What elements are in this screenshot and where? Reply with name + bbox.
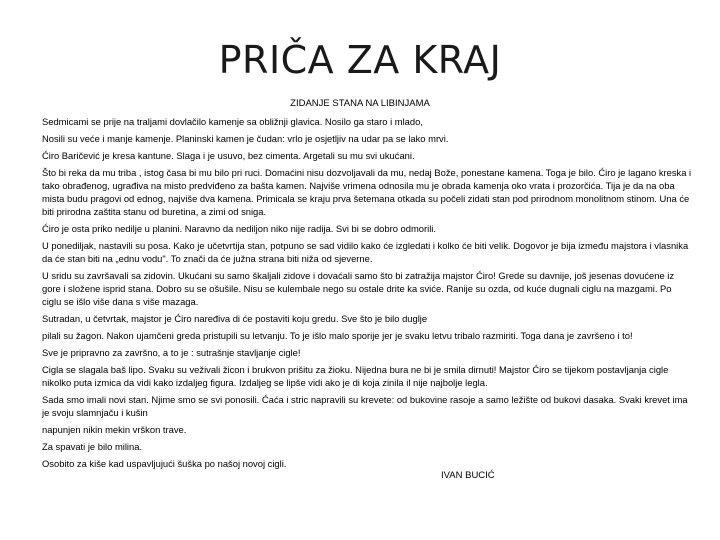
paragraph: Ćiro Baričević je kresa kantune. Slaga i je usuvo, bez cimenta. Argetali su mu svi ukućani. — [42, 150, 415, 161]
story-body — [42, 115, 692, 474]
page-title: PRIČA ZA KRAJ — [218, 38, 502, 82]
paragraph: Osobito za kiše kad uspavljujući šuška po našoj novoj cigli. — [42, 458, 287, 469]
paragraph: Cigla se slagala baš lipo. Svaku su veživali žicon i brukvon prišitu za žioku. Nijedna bura ne bi je smila dirnuti! Majstor Ćiro se tijekom postavljanja cigle nikolko puta izmica da vidi kako izdaljeg figura. Izdaljeg se lipše vidi ako je di koja zinila il nije najbolje legla. — [42, 364, 669, 388]
paragraph: U ponediljak, nastavili su posa. Kako je učetvrtija stan, potpuno se sad vidilo kako će izgledati i kolko će biti velik. Dogovor je bija između majstora i vlasnika da će stan biti na „ednu vodu". To znači da će južna strana biti niža od sjeverne. — [42, 240, 689, 264]
paragraph: napunjen nikin mekin vrškon trave. — [42, 424, 187, 435]
paragraph: Sada smo imali novi stan. Njime smo se svi ponosili. Ćaća i stric napravili su krevete: od bukovine rasoje a samo ležište od bukovi dasaka. Svaki krevet ima je svoju slamnjaču i kušin — [42, 394, 688, 418]
paragraph: Što bi reka da mu triba , istog časa bi mu bilo pri ruci. Domaćini nisu dozvoljavali da mu, nedaj Bože, ponestane kamena. Toga je bilo. Ćiro je lagano kreska i tako obrađenog, ugrađiva na misto predviđeno za bašta kamen. Najviše vrimena odnosila mu je obrada kamenja oko vrata i prozorčića. Tija je da na oba mista budu pragovi od ednog, najviše dva kamena. Primicala se kraju prva šetemana otkada su počeli zidati stan pod prirodnom monolitnom stinom. Una će biti prirodna zaštita stanu od buretina, a zimi od sniga. — [42, 167, 692, 217]
paragraph: Ćiro je osta priko nedilje u planini. Naravno da nedilјon niko nije radija. Svi bi se dobro odmorili. — [42, 223, 436, 234]
paragraph: Sve je pripravno za završno, a to je : sutrašnje stavljanje cigle! — [42, 347, 301, 358]
paragraph: Za spavati je bilo milina. — [42, 441, 143, 452]
paragraph: Nosili su veće i manje kamenje. Planinski kamen je čudan: vrlo je osjetljiv na udar pa se lako mrvi. — [42, 133, 449, 144]
author-signature: IVAN BUCIĆ — [441, 470, 495, 481]
paragraph: Sedmicami se prije na traljami dovlačilo kamenje sa obližnji glavica. Nosilo ga staro i mlado, — [42, 116, 423, 127]
paragraph: U sridu su završavali sa zidovin. Ukućani su samo škaljali zidove i dovaćali samo što bi zatražija majstor Ćiro! Grede su davnije, još jesenas dovućene iz gore i složene isprid stana. Dobro su se ošušile. Nisu se kulembale nego su ostale drite ka sviće. Ranije su ozda, od kuće dugnali ciglu na mazgami. Po ciglu se išlo više dana s više mazaga. — [42, 270, 675, 307]
paragraph: pilali su žagon. Nakon ujamčeni greda pristupili su letvanju. To je išlo malo sporije jer je svaku letvu tribalo razmiriti. Toga dana je završeno i to! — [42, 330, 633, 341]
paragraph: Sutradan, u četvrtak, majstor je Ćiro naređiva di će postaviti koju gredu. Sve što je bilo duglje — [42, 313, 428, 324]
story-subtitle: ZIDANJE STANA NA LIBINJAMA — [290, 98, 430, 109]
